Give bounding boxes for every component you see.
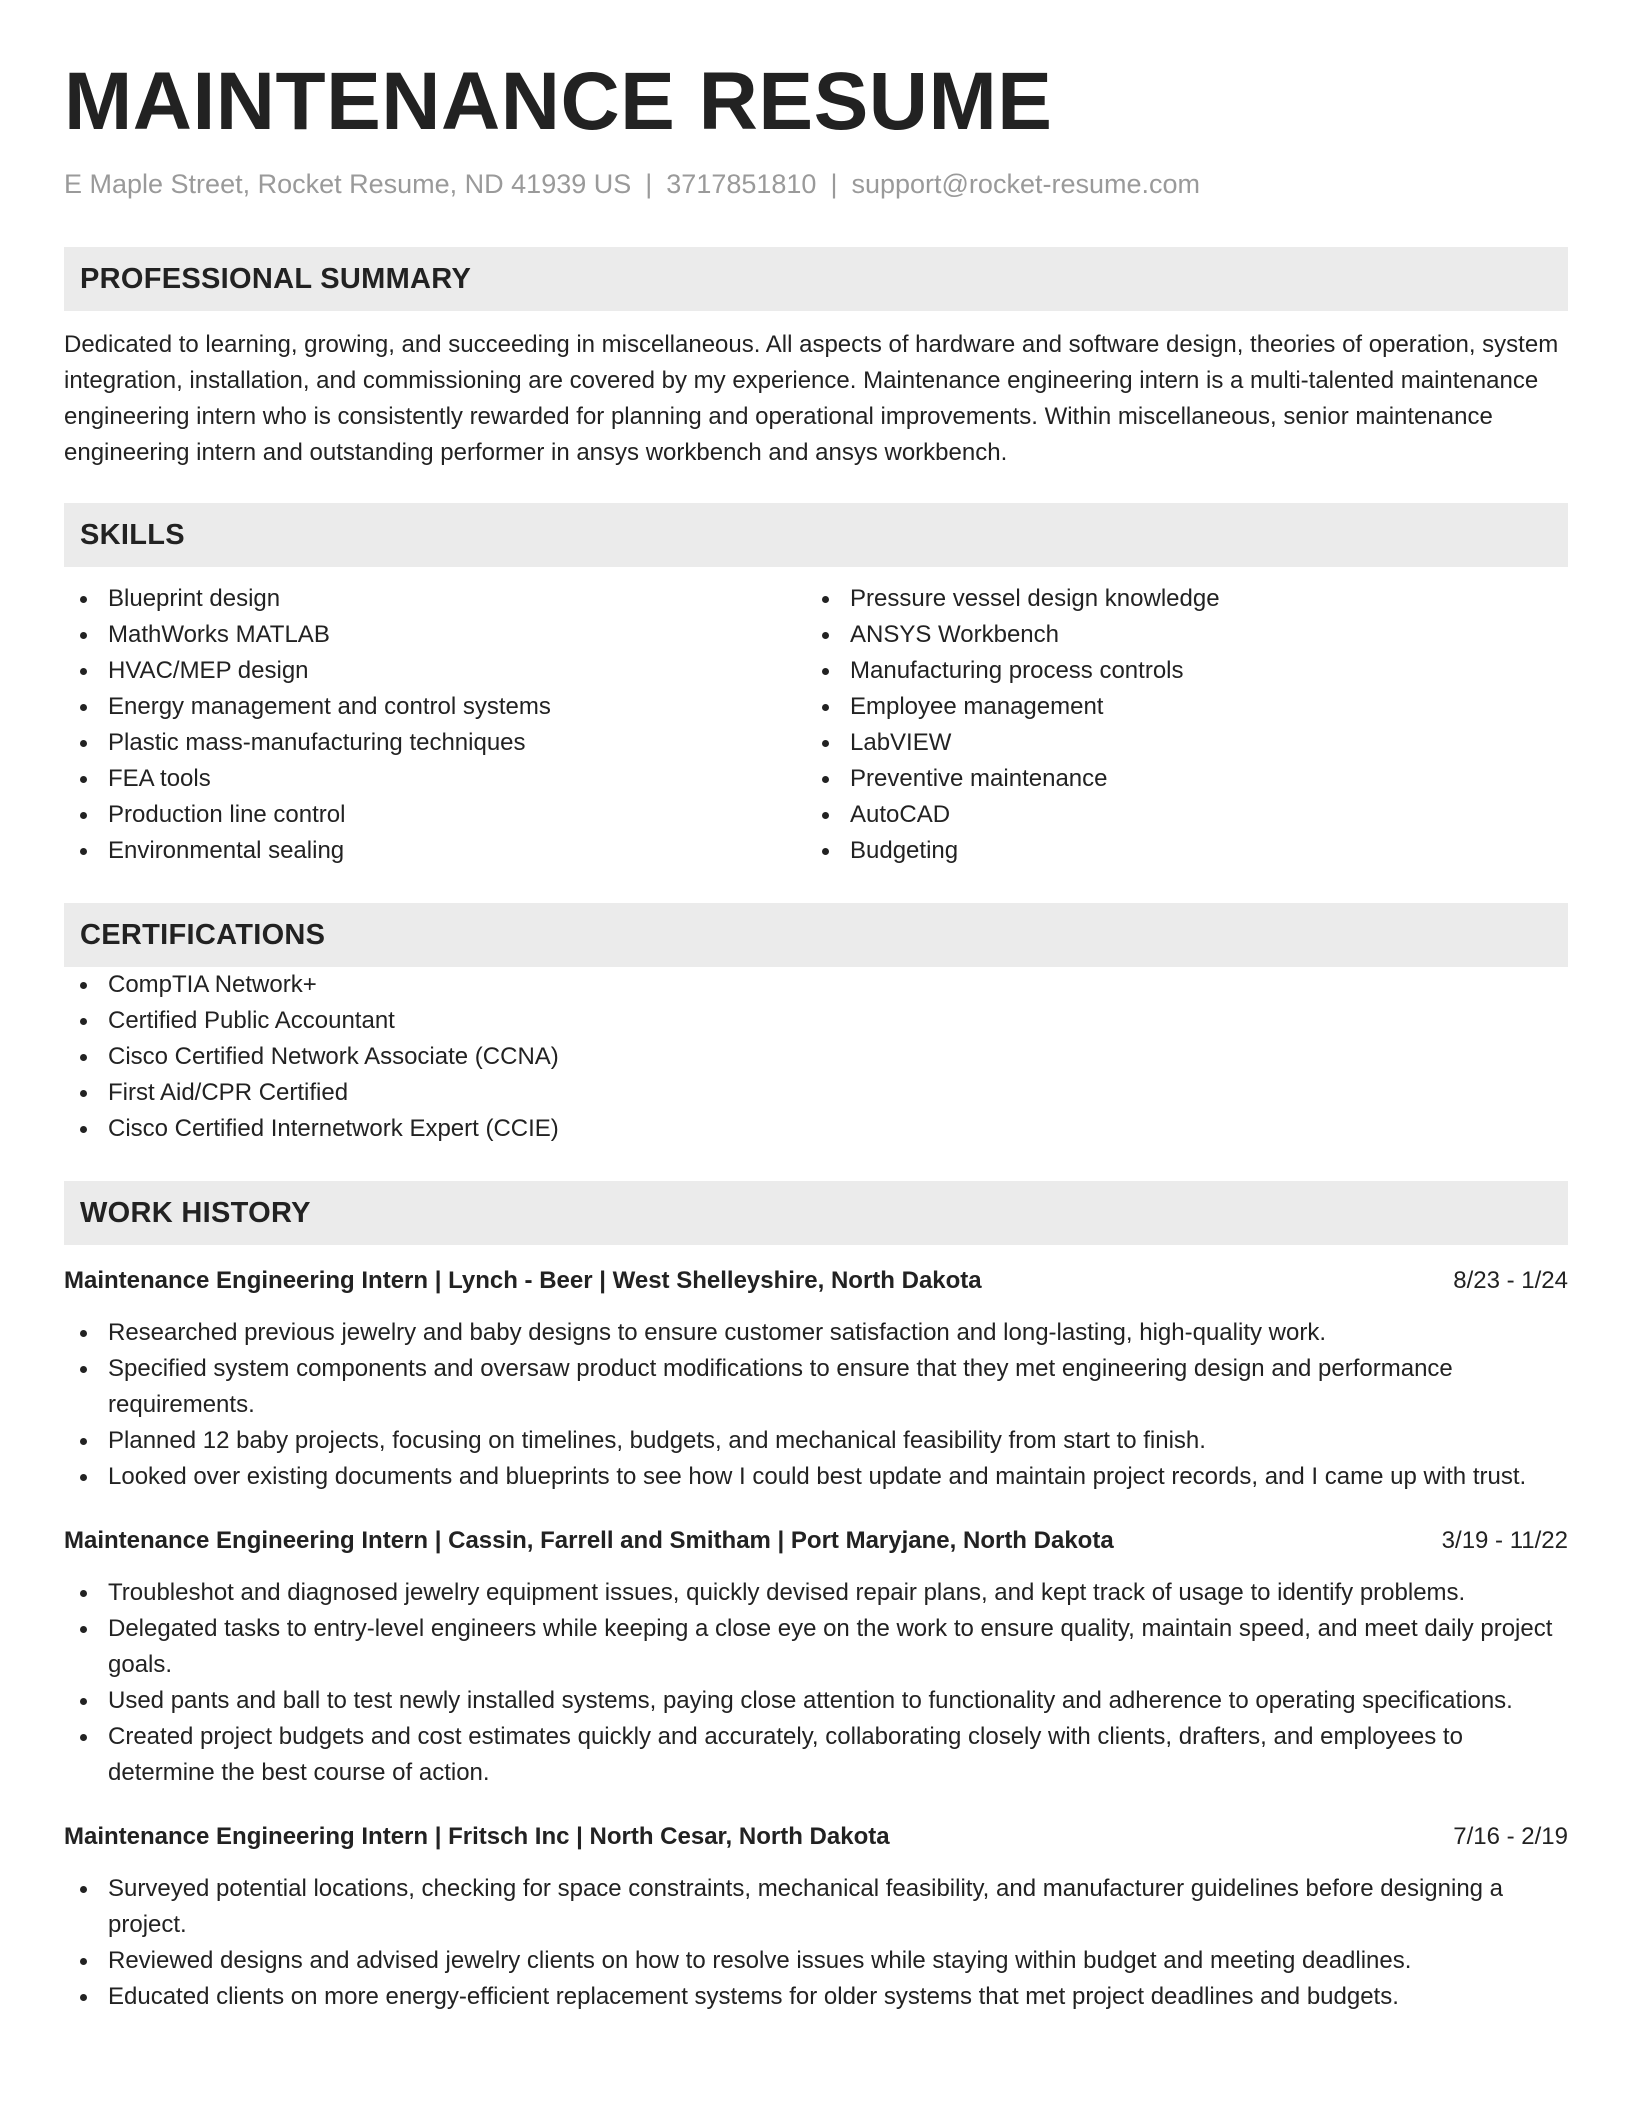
job-bullet: Researched previous jewelry and baby designs to ensure customer satisfaction and long-lasting, high-quality work. <box>64 1315 1568 1351</box>
job-header <box>64 1265 1568 1297</box>
skill-item: Blueprint design <box>64 581 806 617</box>
skill-item: Plastic mass-manufacturing techniques <box>64 725 806 761</box>
section-header-certifications: CERTIFICATIONS <box>64 903 1568 967</box>
job-bullet: Looked over existing documents and blueprints to see how I could best update and maintain project records, and I came up with trust. <box>64 1459 1568 1495</box>
skills-column-left <box>64 581 806 869</box>
skill-item: ANSYS Workbench <box>806 617 1548 653</box>
skill-item: Pressure vessel design knowledge <box>806 581 1548 617</box>
skill-item: MathWorks MATLAB <box>64 617 806 653</box>
section-header-work-history: WORK HISTORY <box>64 1181 1568 1245</box>
job-entry <box>64 1525 1568 1791</box>
job-bullet: Delegated tasks to entry-level engineers while keeping a close eye on the work to ensure quality, maintain speed, and meet daily project goals. <box>64 1611 1568 1683</box>
contact-phone: 3717851810 <box>666 169 817 199</box>
job-dates: 3/19 - 11/22 <box>1441 1527 1568 1554</box>
job-entry <box>64 1821 1568 2015</box>
job-bullets <box>64 1575 1568 1791</box>
job-heading: Maintenance Engineering Intern | Fritsch Inc | North Cesar, North Dakota <box>64 1823 890 1850</box>
skill-item: Preventive maintenance <box>806 761 1548 797</box>
skill-item: LabVIEW <box>806 725 1548 761</box>
skill-item: Manufacturing process controls <box>806 653 1548 689</box>
skill-item: Production line control <box>64 797 806 833</box>
job-bullet: Reviewed designs and advised jewelry clients on how to resolve issues while staying within budget and meeting deadlines. <box>64 1943 1568 1979</box>
contact-separator: | <box>645 169 653 199</box>
job-bullet: Used pants and ball to test newly installed systems, paying close attention to functionality and adherence to operating specifications. <box>64 1683 1568 1719</box>
skills-column-right <box>806 581 1548 869</box>
job-bullet: Surveyed potential locations, checking for space constraints, mechanical feasibility, and manufacturer guidelines before designing a project. <box>64 1871 1568 1943</box>
contact-email: support@rocket-resume.com <box>851 169 1200 199</box>
contact-address: E Maple Street, Rocket Resume, ND 41939 US <box>64 169 632 199</box>
job-bullet: Planned 12 baby projects, focusing on timelines, budgets, and mechanical feasibility from start to finish. <box>64 1423 1568 1459</box>
certification-item: First Aid/CPR Certified <box>64 1075 1568 1111</box>
job-header <box>64 1525 1568 1557</box>
skill-item: Employee management <box>806 689 1548 725</box>
skill-item: HVAC/MEP design <box>64 653 806 689</box>
job-bullet: Educated clients on more energy-efficient replacement systems for older systems that met project deadlines and budgets. <box>64 1979 1568 2015</box>
job-bullet: Specified system components and oversaw product modifications to ensure that they met engineering design and performance requirements. <box>64 1351 1568 1423</box>
certification-item: Cisco Certified Network Associate (CCNA) <box>64 1039 1568 1075</box>
job-heading: Maintenance Engineering Intern | Cassin, Farrell and Smitham | Port Maryjane, North Dakota <box>64 1527 1114 1554</box>
skill-item: Environmental sealing <box>64 833 806 869</box>
resume-title: MAINTENANCE RESUME <box>64 56 1053 147</box>
section-header-summary: PROFESSIONAL SUMMARY <box>64 247 1568 311</box>
skills-list <box>64 581 1568 869</box>
certifications-list <box>64 967 1568 1147</box>
job-heading: Maintenance Engineering Intern | Lynch - Beer | West Shelleyshire, North Dakota <box>64 1267 982 1294</box>
skill-item: FEA tools <box>64 761 806 797</box>
contact-line <box>64 166 1568 202</box>
resume-page <box>64 52 1568 2015</box>
skill-item: Budgeting <box>806 833 1548 869</box>
job-bullet: Created project budgets and cost estimates quickly and accurately, collaborating closely with clients, drafters, and employees to determine the best course of action. <box>64 1719 1568 1791</box>
job-dates: 8/23 - 1/24 <box>1453 1267 1568 1294</box>
job-dates: 7/16 - 2/19 <box>1453 1823 1568 1850</box>
job-bullets <box>64 1871 1568 2015</box>
job-header <box>64 1821 1568 1853</box>
job-entry <box>64 1265 1568 1495</box>
summary-text: Dedicated to learning, growing, and succeeding in miscellaneous. All aspects of hardware and software design, theories of operation, system integration, installation, and commissioning are covered by my experience. Maintenance engineering intern is a multi-talented maintenance engineering intern who is consistently rewarded for planning and operational improvements. Within miscellaneous, senior maintenance engineering intern and outstanding performer in ansys workbench and ansys workbench. <box>64 331 1559 466</box>
job-bullet: Troubleshot and diagnosed jewelry equipment issues, quickly devised repair plans, and kept track of usage to identify problems. <box>64 1575 1568 1611</box>
job-bullets <box>64 1315 1568 1495</box>
certification-item: Cisco Certified Internetwork Expert (CCIE) <box>64 1111 1568 1147</box>
certification-item: CompTIA Network+ <box>64 967 1568 1003</box>
section-header-skills: SKILLS <box>64 503 1568 567</box>
contact-separator: | <box>830 169 838 199</box>
skill-item: Energy management and control systems <box>64 689 806 725</box>
certification-item: Certified Public Accountant <box>64 1003 1568 1039</box>
skill-item: AutoCAD <box>806 797 1548 833</box>
